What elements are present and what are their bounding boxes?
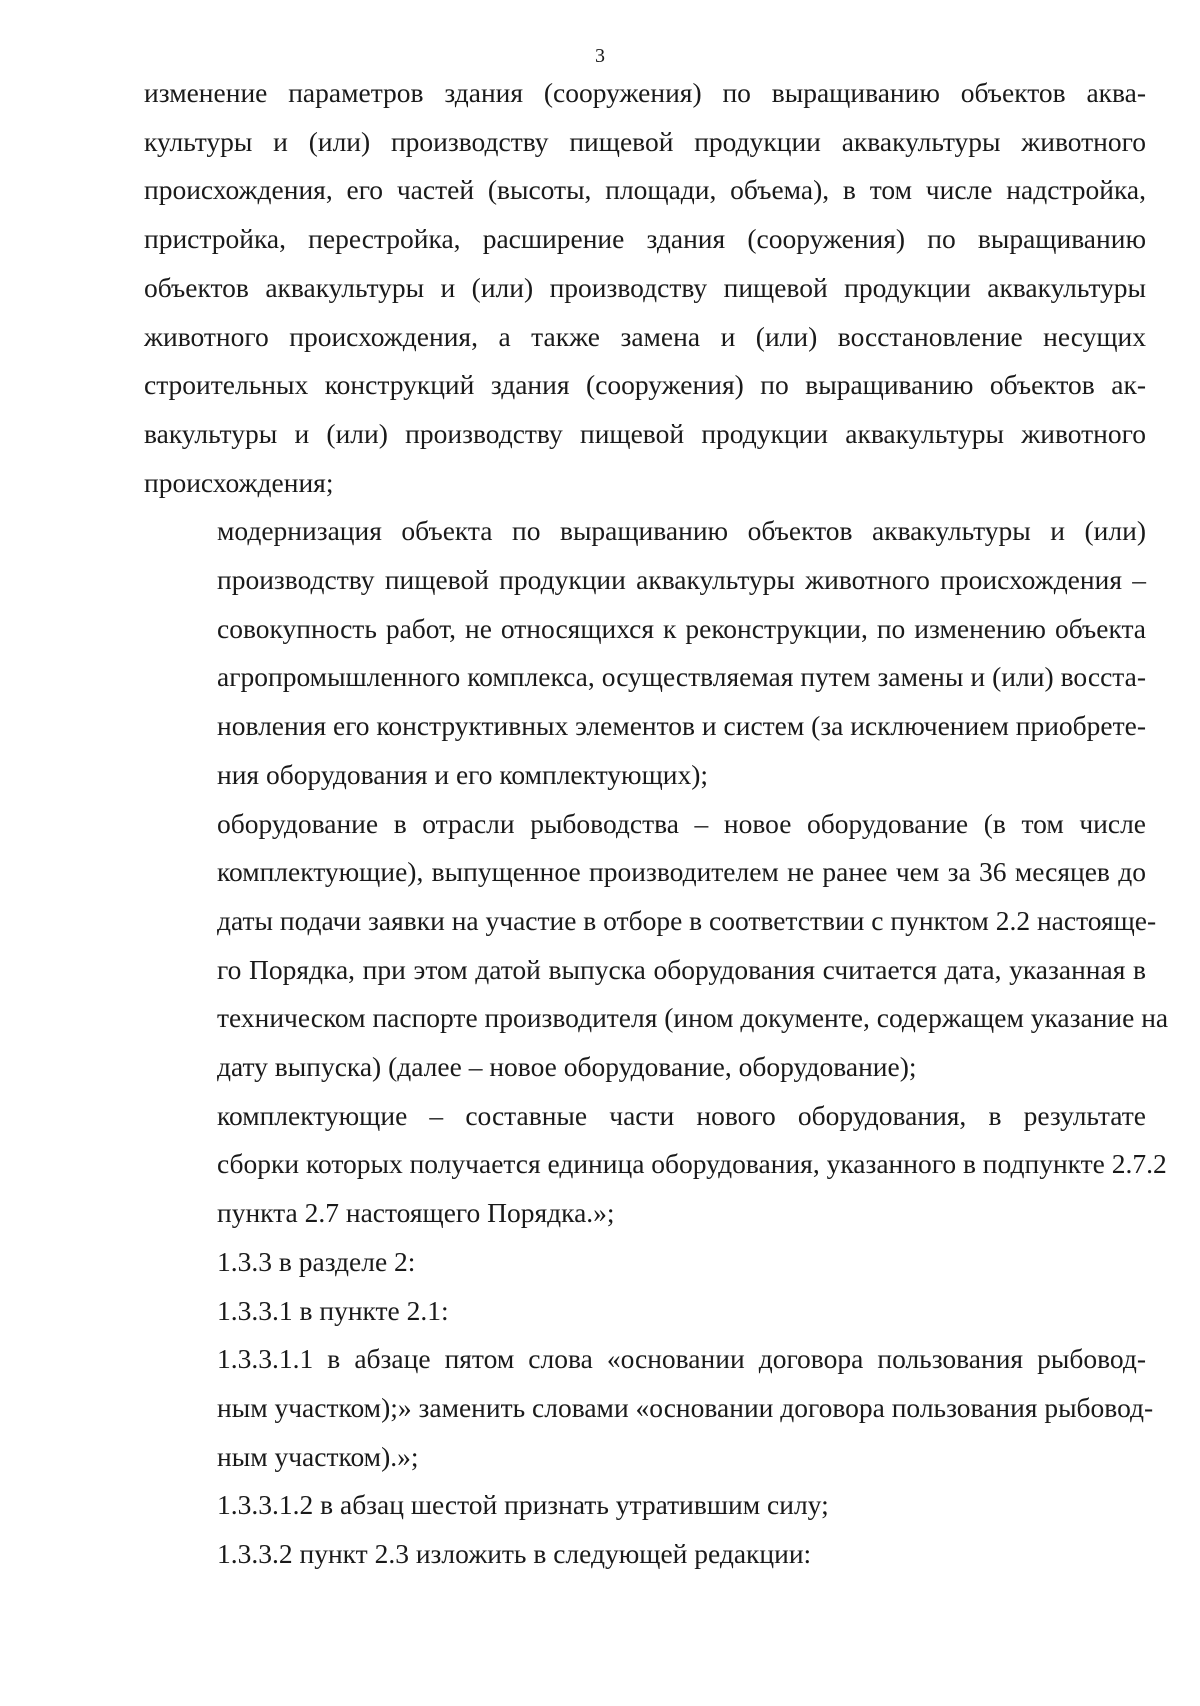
text-line: агропромышленного комплекса, осуществляемая путем замены и (или) восста- bbox=[217, 661, 1146, 693]
paragraph-equipment-definition bbox=[144, 800, 1169, 1092]
text-line: совокупность работ, не относящихся к реконструкции, по изменению объекта bbox=[217, 612, 1146, 644]
page-number: 3 bbox=[595, 45, 605, 67]
text-line: новления его конструктивных элементов и систем (за исключением приобрете- bbox=[217, 710, 1146, 742]
text-line: пункта 2.7 настоящего Порядка.»; bbox=[217, 1197, 615, 1229]
paragraph-reconstruction-definition bbox=[144, 69, 1146, 507]
text-line: комплектующие – составные части нового оборудования, в результате bbox=[217, 1099, 1146, 1131]
document-body bbox=[144, 69, 1169, 1579]
text-line: 1.3.3.1 в пункте 2.1: bbox=[217, 1294, 449, 1326]
text-line: вакультуры и (или) производству пищевой продукции аквакультуры животного bbox=[144, 417, 1146, 449]
clause-1-3-3-2 bbox=[144, 1530, 1146, 1579]
clause-1-3-3 bbox=[144, 1238, 1146, 1287]
text-line: 1.3.3.1.1 в абзаце пятом слова «основании договора пользования рыбовод- bbox=[217, 1343, 1146, 1375]
text-line: пристройка, перестройка, расширение здания (сооружения) по выращиванию bbox=[144, 223, 1146, 255]
clause-1-3-3-1 bbox=[144, 1287, 1146, 1336]
text-line: дату выпуска) (далее – новое оборудование, оборудование); bbox=[217, 1051, 917, 1083]
text-line: го Порядка, при этом датой выпуска оборудования считается дата, указанная в bbox=[217, 953, 1146, 985]
text-line: происхождения; bbox=[144, 466, 334, 498]
text-line: происхождения, его частей (высоты, площади, объема), в том числе надстройка, bbox=[144, 174, 1146, 206]
text-line: техническом паспорте производителя (ином документе, содержащем указание на bbox=[217, 1002, 1169, 1034]
clause-1-3-3-1-2 bbox=[144, 1481, 1146, 1530]
text-line: 1.3.3 в разделе 2: bbox=[217, 1245, 416, 1277]
text-line: производству пищевой продукции аквакультуры животного происхождения – bbox=[217, 564, 1146, 596]
text-line: даты подачи заявки на участие в отборе в соответствии с пунктом 2.2 настояще- bbox=[217, 904, 1157, 936]
text-line: оборудование в отрасли рыбоводства – новое оборудование (в том числе bbox=[217, 807, 1146, 839]
text-line: животного происхождения, а также замена и (или) восстановление несущих bbox=[144, 320, 1146, 352]
clause-1-3-3-1-1 bbox=[144, 1335, 1154, 1481]
text-line: изменение параметров здания (сооружения) по выращиванию объектов аква- bbox=[144, 77, 1146, 108]
text-line: сборки которых получается единица оборудования, указанного в подпункте 2.7.2 bbox=[217, 1148, 1167, 1180]
text-line: строительных конструкций здания (сооружения) по выращиванию объектов ак- bbox=[144, 369, 1146, 401]
text-line: 1.3.3.2 пункт 2.3 изложить в следующей редакции: bbox=[217, 1538, 812, 1570]
text-line: модернизация объекта по выращиванию объектов аквакультуры и (или) bbox=[217, 515, 1146, 547]
text-line: комплектующие), выпущенное производителем не ранее чем за 36 месяцев до bbox=[217, 856, 1146, 888]
text-line: ния оборудования и его комплектующих); bbox=[217, 758, 709, 790]
paragraph-modernization-definition bbox=[144, 507, 1146, 799]
text-line: объектов аквакультуры и (или) производству пищевой продукции аквакультуры bbox=[144, 271, 1146, 303]
text-line: ным участком);» заменить словами «основании договора пользования рыбовод- bbox=[217, 1391, 1154, 1423]
text-line: культуры и (или) производству пищевой продукции аквакультуры животного bbox=[144, 125, 1146, 157]
text-line: ным участком).»; bbox=[217, 1440, 419, 1472]
text-line: 1.3.3.1.2 в абзац шестой признать утратившим силу; bbox=[217, 1489, 829, 1521]
paragraph-components-definition bbox=[144, 1092, 1167, 1238]
